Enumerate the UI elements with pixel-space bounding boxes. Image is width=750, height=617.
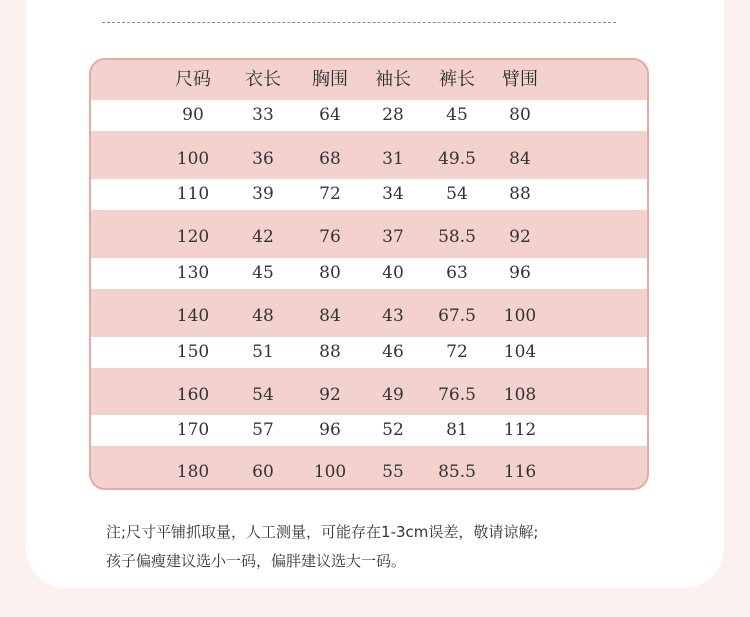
table-cell: 100 <box>503 306 537 326</box>
table-cell: 42 <box>252 227 274 247</box>
table-row <box>91 258 647 289</box>
table-cell: 72 <box>446 342 468 362</box>
table-cell: 46 <box>382 342 404 362</box>
table-cell: 150 <box>176 342 210 362</box>
table-cell: 120 <box>176 227 210 247</box>
table-cell: 85.5 <box>438 462 476 482</box>
table-cell: 170 <box>176 420 210 440</box>
table-cell: 76.5 <box>438 385 476 405</box>
table-cell: 49.5 <box>438 149 476 169</box>
table-cell: 130 <box>176 263 210 283</box>
table-row <box>91 218 647 257</box>
table-cell: 34 <box>382 184 404 204</box>
table-cell: 72 <box>319 184 341 204</box>
table-cell: 110 <box>176 184 210 204</box>
table-header-cell: 胸围 <box>312 69 348 90</box>
table-cell: 140 <box>176 306 210 326</box>
table-cell: 116 <box>503 462 537 482</box>
table-row <box>91 337 647 368</box>
table-row <box>91 454 647 490</box>
table-header-cell: 臂围 <box>502 69 538 90</box>
table-cell: 80 <box>319 263 341 283</box>
size-table <box>89 58 649 490</box>
table-cell: 84 <box>509 149 531 169</box>
table-cell: 108 <box>503 385 537 405</box>
table-row <box>91 415 647 446</box>
table-cell: 67.5 <box>438 306 476 326</box>
table-cell: 112 <box>503 420 537 440</box>
table-cell: 43 <box>382 306 404 326</box>
table-cell: 36 <box>252 149 274 169</box>
table-cell: 54 <box>252 385 274 405</box>
table-header-row <box>91 60 647 100</box>
table-cell: 48 <box>252 306 274 326</box>
table-cell: 92 <box>509 227 531 247</box>
table-cell: 63 <box>446 263 468 283</box>
table-cell: 28 <box>382 105 404 125</box>
table-cell: 100 <box>313 462 347 482</box>
table-row <box>91 140 647 179</box>
table-cell: 45 <box>252 263 274 283</box>
table-cell: 51 <box>252 342 274 362</box>
table-cell: 49 <box>382 385 404 405</box>
table-row <box>91 376 647 415</box>
table-cell: 57 <box>252 420 274 440</box>
table-cell: 55 <box>382 462 404 482</box>
table-cell: 39 <box>252 184 274 204</box>
table-cell: 33 <box>252 105 274 125</box>
table-cell: 180 <box>176 462 210 482</box>
table-cell: 37 <box>382 227 404 247</box>
table-header-cell: 袖长 <box>375 69 411 90</box>
table-cell: 92 <box>319 385 341 405</box>
table-header-cell: 裤长 <box>439 69 475 90</box>
table-cell: 96 <box>509 263 531 283</box>
table-header-cell: 衣长 <box>245 69 281 90</box>
table-cell: 76 <box>319 227 341 247</box>
table-cell: 88 <box>319 342 341 362</box>
table-cell: 90 <box>182 105 204 125</box>
table-cell: 88 <box>509 184 531 204</box>
table-row <box>91 179 647 210</box>
dotted-divider <box>102 22 616 23</box>
table-cell: 160 <box>176 385 210 405</box>
table-cell: 40 <box>382 263 404 283</box>
table-cell: 52 <box>382 420 404 440</box>
table-cell: 81 <box>446 420 468 440</box>
table-cell: 58.5 <box>438 227 476 247</box>
table-cell: 104 <box>503 342 537 362</box>
table-cell: 80 <box>509 105 531 125</box>
note-line-2: 孩子偏瘦建议选小一码，偏胖建议选大一码。 <box>106 552 407 570</box>
table-cell: 45 <box>446 105 468 125</box>
table-cell: 84 <box>319 306 341 326</box>
table-cell: 96 <box>319 420 341 440</box>
table-cell: 31 <box>382 149 404 169</box>
table-cell: 54 <box>446 184 468 204</box>
table-cell: 100 <box>176 149 210 169</box>
table-header-cell: 尺码 <box>175 69 211 90</box>
table-cell: 64 <box>319 105 341 125</box>
table-row <box>91 100 647 131</box>
table-row <box>91 297 647 336</box>
note-line-1: 注;尺寸平铺抓取量，人工测量，可能存在1-3cm误差，敬请谅解; <box>106 523 539 541</box>
table-cell: 68 <box>319 149 341 169</box>
table-cell: 60 <box>252 462 274 482</box>
